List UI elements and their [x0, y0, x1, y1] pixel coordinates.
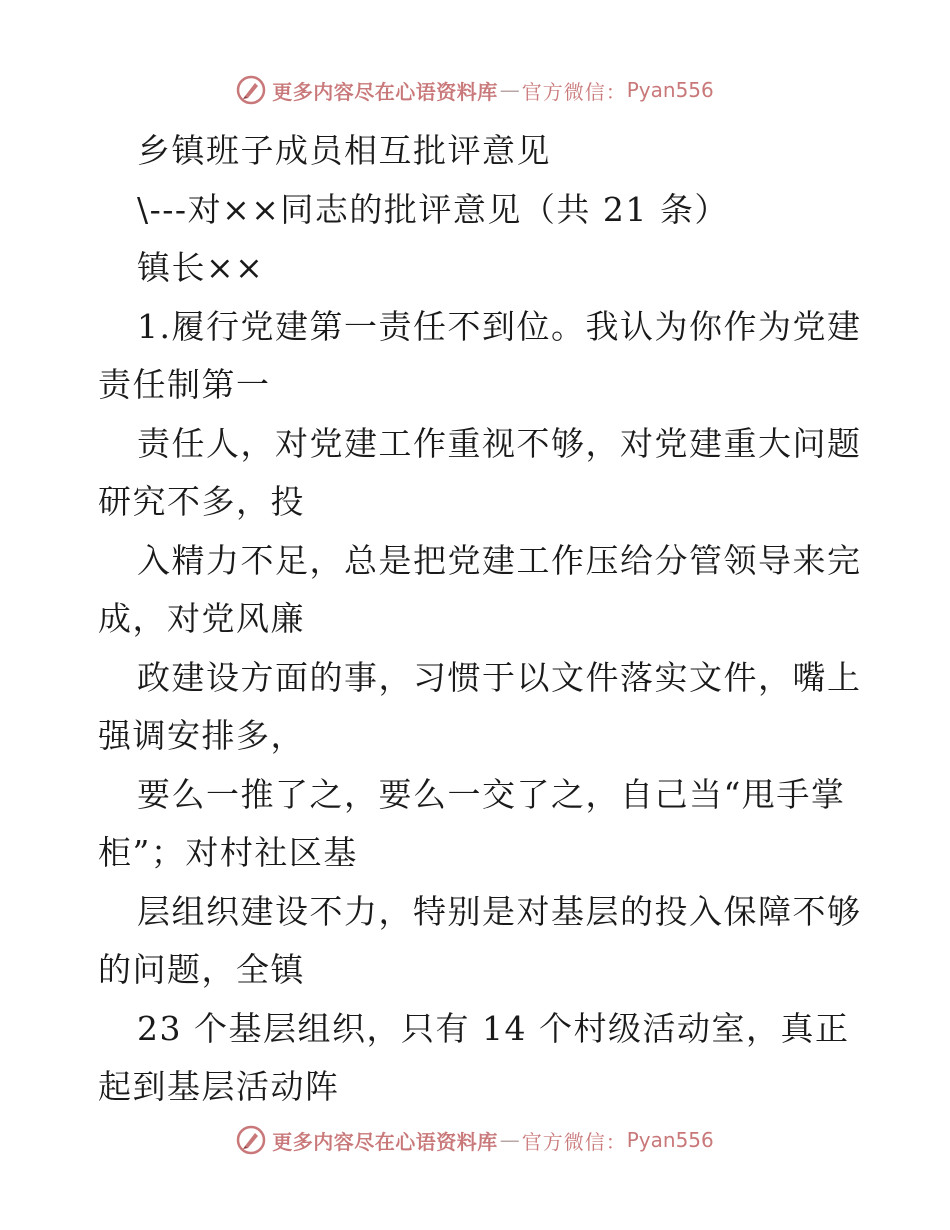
paragraph-line: 入精力不足，总是把党建工作压给分管领导来完: [137, 540, 862, 580]
document-subtitle: \---对××同志的批评意见（共 21 条）: [137, 189, 729, 229]
document-target: 镇长××: [137, 248, 265, 287]
paragraph-line: 起到基层活动阵: [98, 1067, 340, 1106]
paragraph-line: 的问题，全镇: [98, 950, 305, 989]
watermark-id: Pyan556: [626, 78, 714, 102]
paragraph-line: 要么一推了之，要么一交了之，自己当“甩手掌: [137, 774, 846, 814]
pen-nib-logo-icon: [236, 75, 266, 105]
paragraph-line: 研究不多，投: [98, 482, 305, 521]
paragraph-line: 成，对党风廉: [98, 599, 305, 638]
paragraph-line: 责任人，对党建工作重视不够，对党建重大问题: [137, 423, 862, 463]
document-body: [98, 122, 862, 1117]
watermark-main-text: 更多内容尽在心语资料库: [272, 79, 498, 104]
watermark-main-text: 更多内容尽在心语资料库: [272, 1129, 498, 1154]
paragraph-line: 1.履行党建第一责任不到位。我认为你作为党建: [137, 306, 862, 346]
watermark-id: Pyan556: [626, 1128, 714, 1152]
paragraph-line: 政建设方面的事，习惯于以文件落实文件，嘴上: [137, 657, 862, 697]
watermark-sub-text: 官方微信：: [521, 79, 627, 104]
pen-nib-logo-icon: [236, 1125, 266, 1155]
footer-watermark: [0, 1122, 950, 1158]
paragraph-line: 强调安排多，: [98, 716, 305, 755]
header-watermark: [0, 72, 950, 108]
paragraph-line: 23 个基层组织，只有 14 个村级活动室，真正: [137, 1008, 850, 1048]
document-title: 乡镇班子成员相互批评意见: [137, 131, 551, 170]
paragraph-line: 层组织建设不力，特别是对基层的投入保障不够: [137, 891, 862, 931]
paragraph-line: 柜”；对村社区基: [98, 833, 358, 872]
paragraph-line: 责任制第一: [98, 365, 271, 404]
watermark-sub-text: 官方微信：: [521, 1129, 627, 1154]
watermark-separator: —: [499, 1128, 520, 1152]
watermark-separator: —: [499, 78, 520, 102]
